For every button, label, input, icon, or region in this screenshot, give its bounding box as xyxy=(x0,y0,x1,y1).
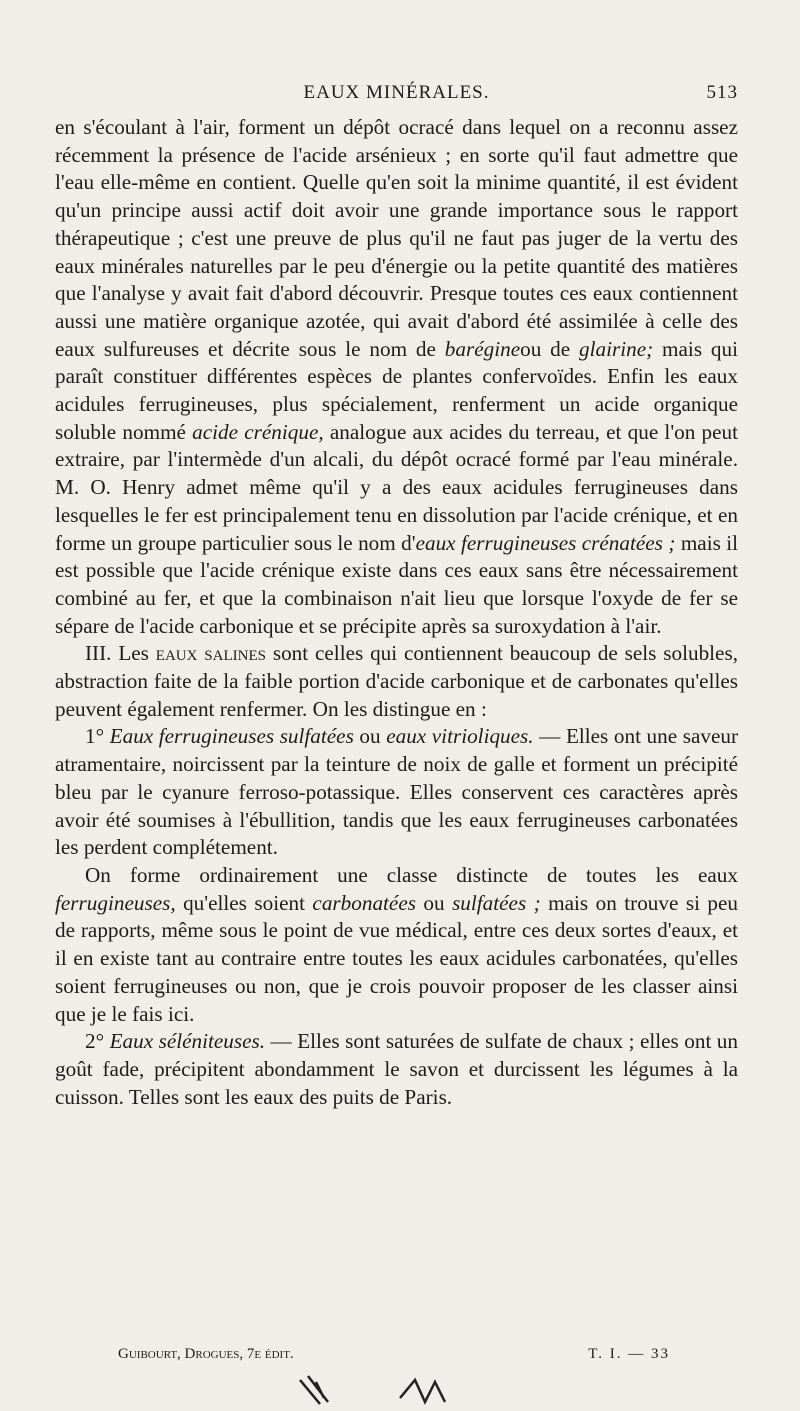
text-segment: eaux vitrioliques. xyxy=(386,724,534,749)
text-segment: mais il est possible que l'acide crénique existe dans ces eaux sans être nécessairement combiné au fer, et que la combinaison n'ait lieu que lorsque l'oxyde de fer se sépare de l'acide carbonique et se précipite après sa suroxydation à l'air. xyxy=(55,530,739,638)
text-segment: ferrugineuses, xyxy=(55,890,176,915)
text-segment: 2° xyxy=(85,1029,110,1054)
text-segment: III. Les xyxy=(85,641,156,666)
text-segment: barégine xyxy=(444,336,521,361)
text-segment: mais on trouve si peu de rapports, même sous le point de vue médical, entre ces deux sortes d'eaux, et il en existe tant au contraire entre toutes les eaux acidules carbonatées, qu'elles soient ferrugineuses ou non, que je crois pouvoir proposer de les classer ainsi que je le fais ici. xyxy=(55,890,738,1026)
text-segment: — Elles ont une saveur atramentaire, noircissent par la teinture de noix de galle et forment un précipité bleu par le cyanure ferroso-potassique. Elles conservent ces caractères après avoir été soumises à l'ébullition, tandis que les eaux ferrugineuses carbonatées les perdent complétement. xyxy=(55,724,739,860)
text-segment: ou xyxy=(353,724,387,749)
paragraph-2 xyxy=(55,640,738,723)
text-segment: Eaux séléniteuses. xyxy=(109,1029,266,1054)
footer-signature: T. I. — 33 xyxy=(588,1346,670,1362)
text-segment: qu'elles soient xyxy=(175,890,313,915)
ink-marks xyxy=(280,1368,480,1408)
text-segment: — Elles sont saturées de sulfate de chaux ; elles ont un goût fade, précipitent abondamment le savon et durcissent les légumes à la cuisson. Telles sont les eaux des puits de Paris. xyxy=(55,1029,738,1109)
text-segment: acide crénique, xyxy=(192,419,324,444)
text-segment: On forme ordinairement une classe distincte de toutes les eaux xyxy=(85,862,738,887)
text-segment: carbonatées xyxy=(312,890,416,915)
text-segment: ou xyxy=(415,890,453,915)
text-segment: Eaux ferrugineuses sulfatées xyxy=(109,724,354,749)
running-title: EAUX MINÉRALES. xyxy=(303,82,490,103)
paragraph-1 xyxy=(55,114,738,640)
paragraph-4 xyxy=(55,862,738,1028)
text-segment: analogue aux acides du terreau, et que l'on peut extraire, par l'intermède d'un alcali, du dépôt ocracé formé par l'eau minérale. M. O. Henry admet même qu'il y a des eaux acidules ferrugineuses dans lesquelles le fer est principalement tenu en dissolution par l'acide crénique, et en forme un groupe particulier sous le nom d' xyxy=(55,419,738,555)
text-segment: 1° xyxy=(85,724,110,749)
text-segment: ou de xyxy=(520,336,580,361)
text-segment: sulfatées ; xyxy=(452,890,541,915)
paragraph-3 xyxy=(55,723,738,862)
text-segment: glairine; xyxy=(579,336,654,361)
paragraph-5 xyxy=(55,1028,738,1111)
running-header xyxy=(55,82,738,112)
text-segment: sont celles qui contiennent beaucoup de sels solubles, abstraction faite de la faible portion d'acide carbonique et de carbonates qu'elles peuvent également renfermer. On les distingue en : xyxy=(55,641,738,721)
text-segment: eaux salines xyxy=(155,641,266,666)
body-text xyxy=(55,114,738,1111)
text-segment: mais qui paraît constituer différentes espèces de plantes confervoïdes. Enfin les eaux acidules ferrugineuses, plus spécialement, renferment un acide organique soluble nommé xyxy=(55,336,739,444)
footer-publication: Guibourt, Drogues, 7e édit. xyxy=(118,1346,294,1362)
page-number: 513 xyxy=(706,82,738,103)
text-segment: eaux ferrugineuses crénatées ; xyxy=(415,530,676,555)
text-segment: en s'écoulant à l'air, forment un dépôt ocracé dans lequel on a reconnu assez récemment la présence de l'acide arsénieux ; en sorte qu'il faut admettre que l'eau elle-même en contient. Quelle qu'en soit la minime quantité, il est évident qu'un principe aussi actif doit avoir une grande importance sous le rapport thérapeutique ; c'est une preuve de plus qu'il ne faut pas juger de la vertu des eaux minérales naturelles par le peu d'énergie ou la petite quantité des matières que l'analyse y avait fait d'abord découvrir. Presque toutes ces eaux contiennent aussi une matière organique azotée, qui avait d'abord été assimilée à celle des eaux sulfureuses et décrite sous le nom de xyxy=(55,115,738,361)
